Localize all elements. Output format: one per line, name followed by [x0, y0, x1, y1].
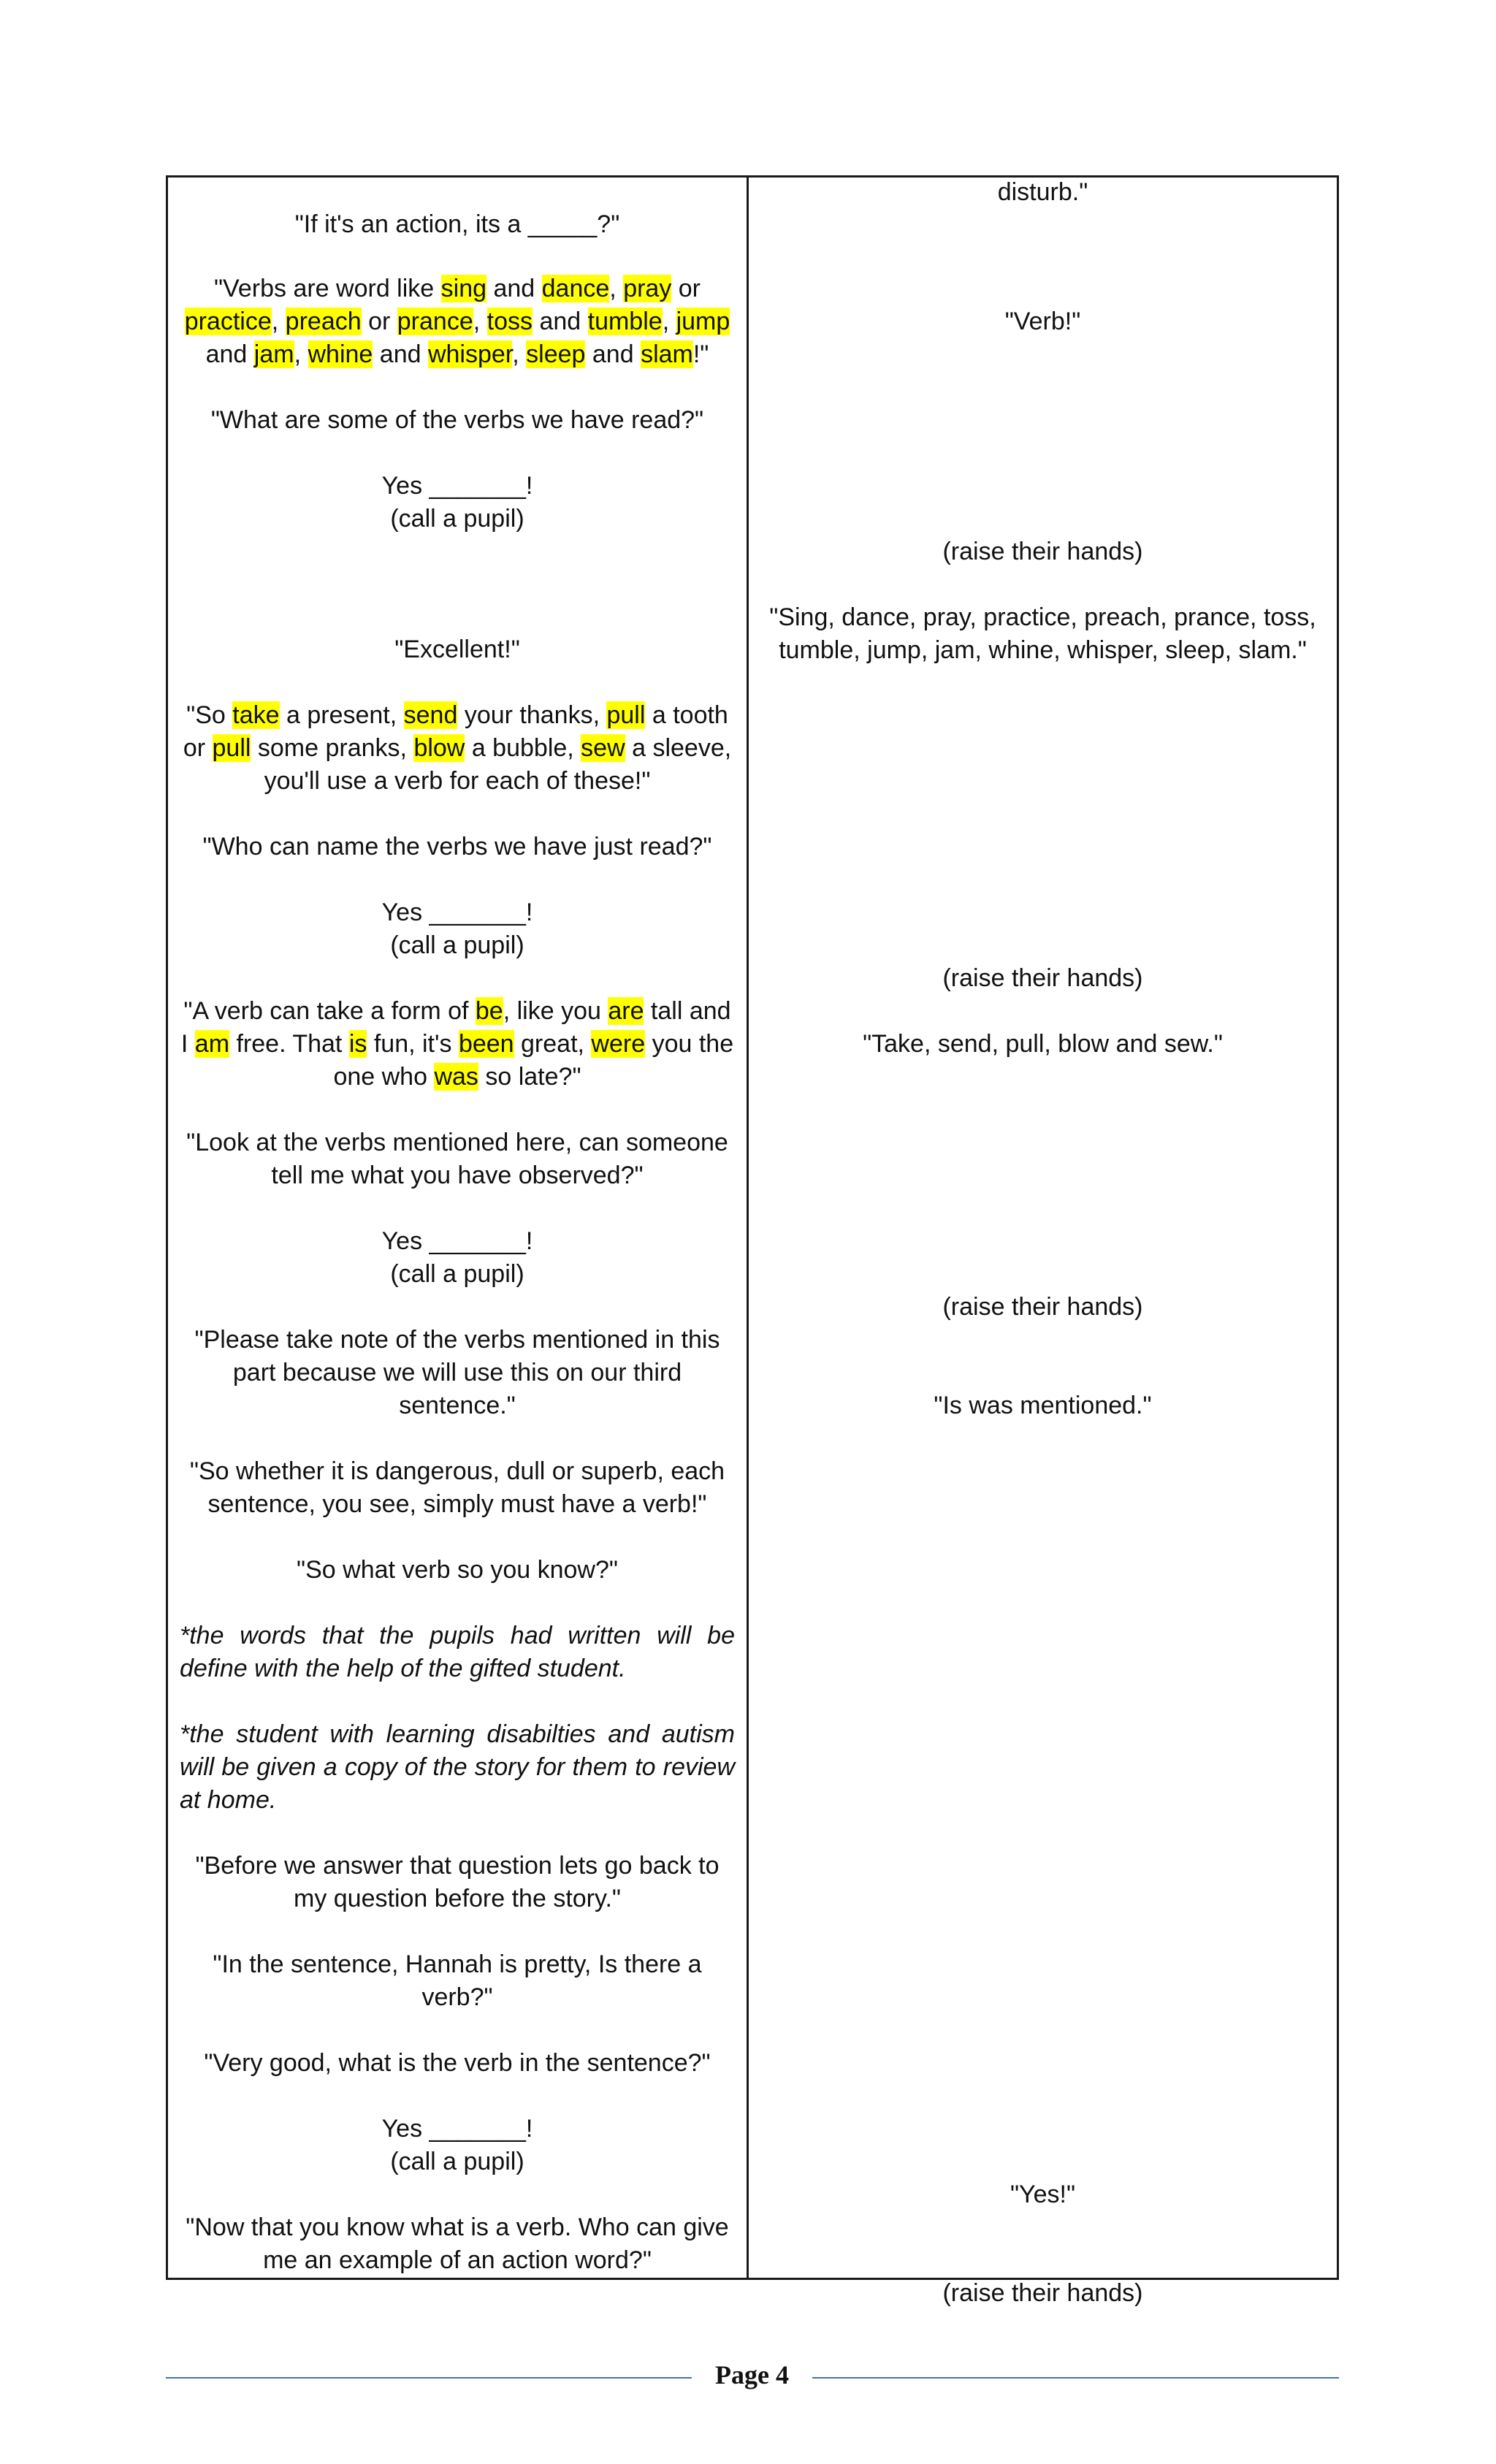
page-number: Page 4 — [715, 2360, 789, 2389]
highlighted-verb: sing — [440, 275, 487, 302]
teacher-note: *the words that the pupils had written will be define with the help of the gifted student. — [180, 1622, 735, 1682]
teacher-activity-column — [168, 178, 747, 2278]
prompt-text: "What are some of the verbs we have read?" — [210, 406, 704, 434]
text-run: and — [533, 308, 588, 335]
text-run: a sleeve, you'll use a verb for each of these!" — [264, 734, 732, 795]
pupil-activity-column — [749, 178, 1337, 2307]
text-run: tall and I — [180, 997, 731, 1058]
highlighted-verb: were — [591, 1030, 646, 1058]
highlighted-verb: pray — [623, 275, 672, 302]
prompt-text: "In the sentence, Hannah is pretty, Is there a verb?" — [213, 1950, 702, 2011]
pupil-response: "Is was mentioned." — [934, 1392, 1152, 1419]
pupil-action: (raise their hands) — [942, 2279, 1143, 2307]
highlighted-verb: practice — [184, 308, 272, 335]
call-pupil-note: (call a pupil) — [390, 1260, 524, 1288]
highlighted-verb: whisper — [427, 340, 513, 368]
prompt-text: "Who can name the verbs we have just read?" — [202, 833, 712, 861]
call-pupil-line: Yes _______! — [381, 2115, 533, 2143]
pupil-response: "Take, send, pull, blow and sew." — [863, 1030, 1223, 1058]
pupil-action: (raise their hands) — [942, 964, 1143, 992]
text-run: or — [671, 275, 701, 302]
text-run: "So — [186, 701, 233, 729]
highlighted-verb: been — [458, 1030, 514, 1058]
highlighted-verb: was — [434, 1063, 478, 1091]
call-pupil-line: Yes _______! — [381, 1227, 533, 1255]
text-run: you the one who — [333, 1030, 734, 1091]
highlighted-verb: are — [608, 997, 644, 1025]
highlighted-verb: is — [348, 1030, 367, 1058]
highlighted-verb: take — [232, 701, 280, 729]
highlighted-verb: am — [194, 1030, 230, 1058]
prompt-text: "If it's an action, its a _____?" — [294, 210, 620, 238]
text-run: , — [294, 340, 308, 368]
text-run: free. That — [229, 1030, 349, 1058]
highlighted-verb: toss — [486, 308, 533, 335]
verb-rhyme-paragraph — [180, 995, 735, 1094]
highlighted-verb: prance — [397, 308, 473, 335]
highlighted-verb: pull — [606, 701, 646, 729]
pupil-response: "Verb!" — [1004, 308, 1081, 335]
call-pupil-note: (call a pupil) — [390, 931, 524, 959]
text-run: and — [486, 275, 542, 302]
highlighted-verb: be — [475, 997, 503, 1025]
prompt-text: "Before we answer that question lets go back to my question before the story." — [195, 1852, 720, 1912]
text-run: , — [662, 308, 676, 335]
verb-rhyme-paragraph — [180, 272, 735, 371]
highlighted-verb: jam — [253, 340, 294, 368]
prompt-text: "Please take note of the verbs mentioned in this part because we will use this on our third sentence." — [194, 1326, 720, 1419]
text-run: and — [585, 340, 641, 368]
highlighted-verb: blow — [413, 734, 465, 762]
highlighted-verb: slam — [641, 340, 693, 368]
highlighted-verb: send — [403, 701, 458, 729]
text-run: some pranks, — [251, 734, 414, 762]
highlighted-verb: sew — [581, 734, 625, 762]
prompt-text: "Very good, what is the verb in the sentence?" — [204, 2049, 711, 2077]
text-run: , — [512, 340, 527, 368]
call-pupil-note: (call a pupil) — [390, 2148, 524, 2175]
prompt-text: "Look at the verbs mentioned here, can someone tell me what you have observed?" — [186, 1129, 728, 1189]
call-pupil-line: Yes _______! — [381, 472, 533, 500]
footer-rule-right — [812, 2377, 1339, 2379]
highlighted-verb: jump — [676, 308, 730, 335]
teacher-note: *the student with learning disabilties and autism will be given a copy of the story for them to review at home. — [180, 1720, 735, 1814]
text-run: fun, it's — [367, 1030, 459, 1058]
highlighted-verb: whine — [308, 340, 373, 368]
highlighted-verb: pull — [212, 734, 251, 762]
text-run: !" — [692, 340, 709, 368]
text-run: , — [473, 308, 487, 335]
highlighted-verb: sleep — [526, 340, 586, 368]
text-run: great, — [514, 1030, 592, 1058]
text-run: so late?" — [478, 1063, 581, 1091]
text-run: and — [373, 340, 428, 368]
call-pupil-line: Yes _______! — [381, 899, 533, 926]
pupil-response: disturb." — [997, 178, 1088, 206]
lesson-table — [166, 175, 1339, 2307]
pupil-response: "Sing, dance, pray, practice, preach, prance, toss, tumble, jump, jam, whine, whisper, sleep, slam." — [769, 603, 1316, 664]
text-run: "Verbs are word like — [213, 275, 441, 302]
text-run: or — [361, 308, 397, 335]
highlighted-verb: dance — [541, 275, 610, 302]
praise-text: "Excellent!" — [394, 636, 520, 663]
prompt-text: "So what verb so you know?" — [297, 1556, 618, 1584]
pupil-action: (raise their hands) — [942, 1293, 1143, 1321]
pupil-action: (raise their hands) — [942, 538, 1143, 565]
text-run: and — [205, 340, 254, 368]
text-run: a tooth or — [183, 701, 728, 762]
verb-rhyme-paragraph — [180, 699, 735, 798]
text-run: , — [271, 308, 286, 335]
text-run: , like you — [503, 997, 608, 1025]
text-run: your thanks, — [457, 701, 607, 729]
text-run: a bubble, — [465, 734, 581, 762]
pupil-response: "Yes!" — [1010, 2181, 1076, 2208]
highlighted-verb: preach — [285, 308, 362, 335]
text-run: "A verb can take a form of — [183, 997, 476, 1025]
call-pupil-note: (call a pupil) — [390, 505, 524, 533]
footer-rule-left — [166, 2377, 692, 2379]
text-run: a present, — [279, 701, 404, 729]
prompt-text: "Now that you know what is a verb. Who can give me an example of an action word?" — [186, 2213, 729, 2274]
highlighted-verb: tumble — [587, 308, 663, 335]
text-run: , — [609, 275, 624, 302]
prompt-text: "So whether it is dangerous, dull or superb, each sentence, you see, simply must have a verb!" — [189, 1457, 725, 1518]
